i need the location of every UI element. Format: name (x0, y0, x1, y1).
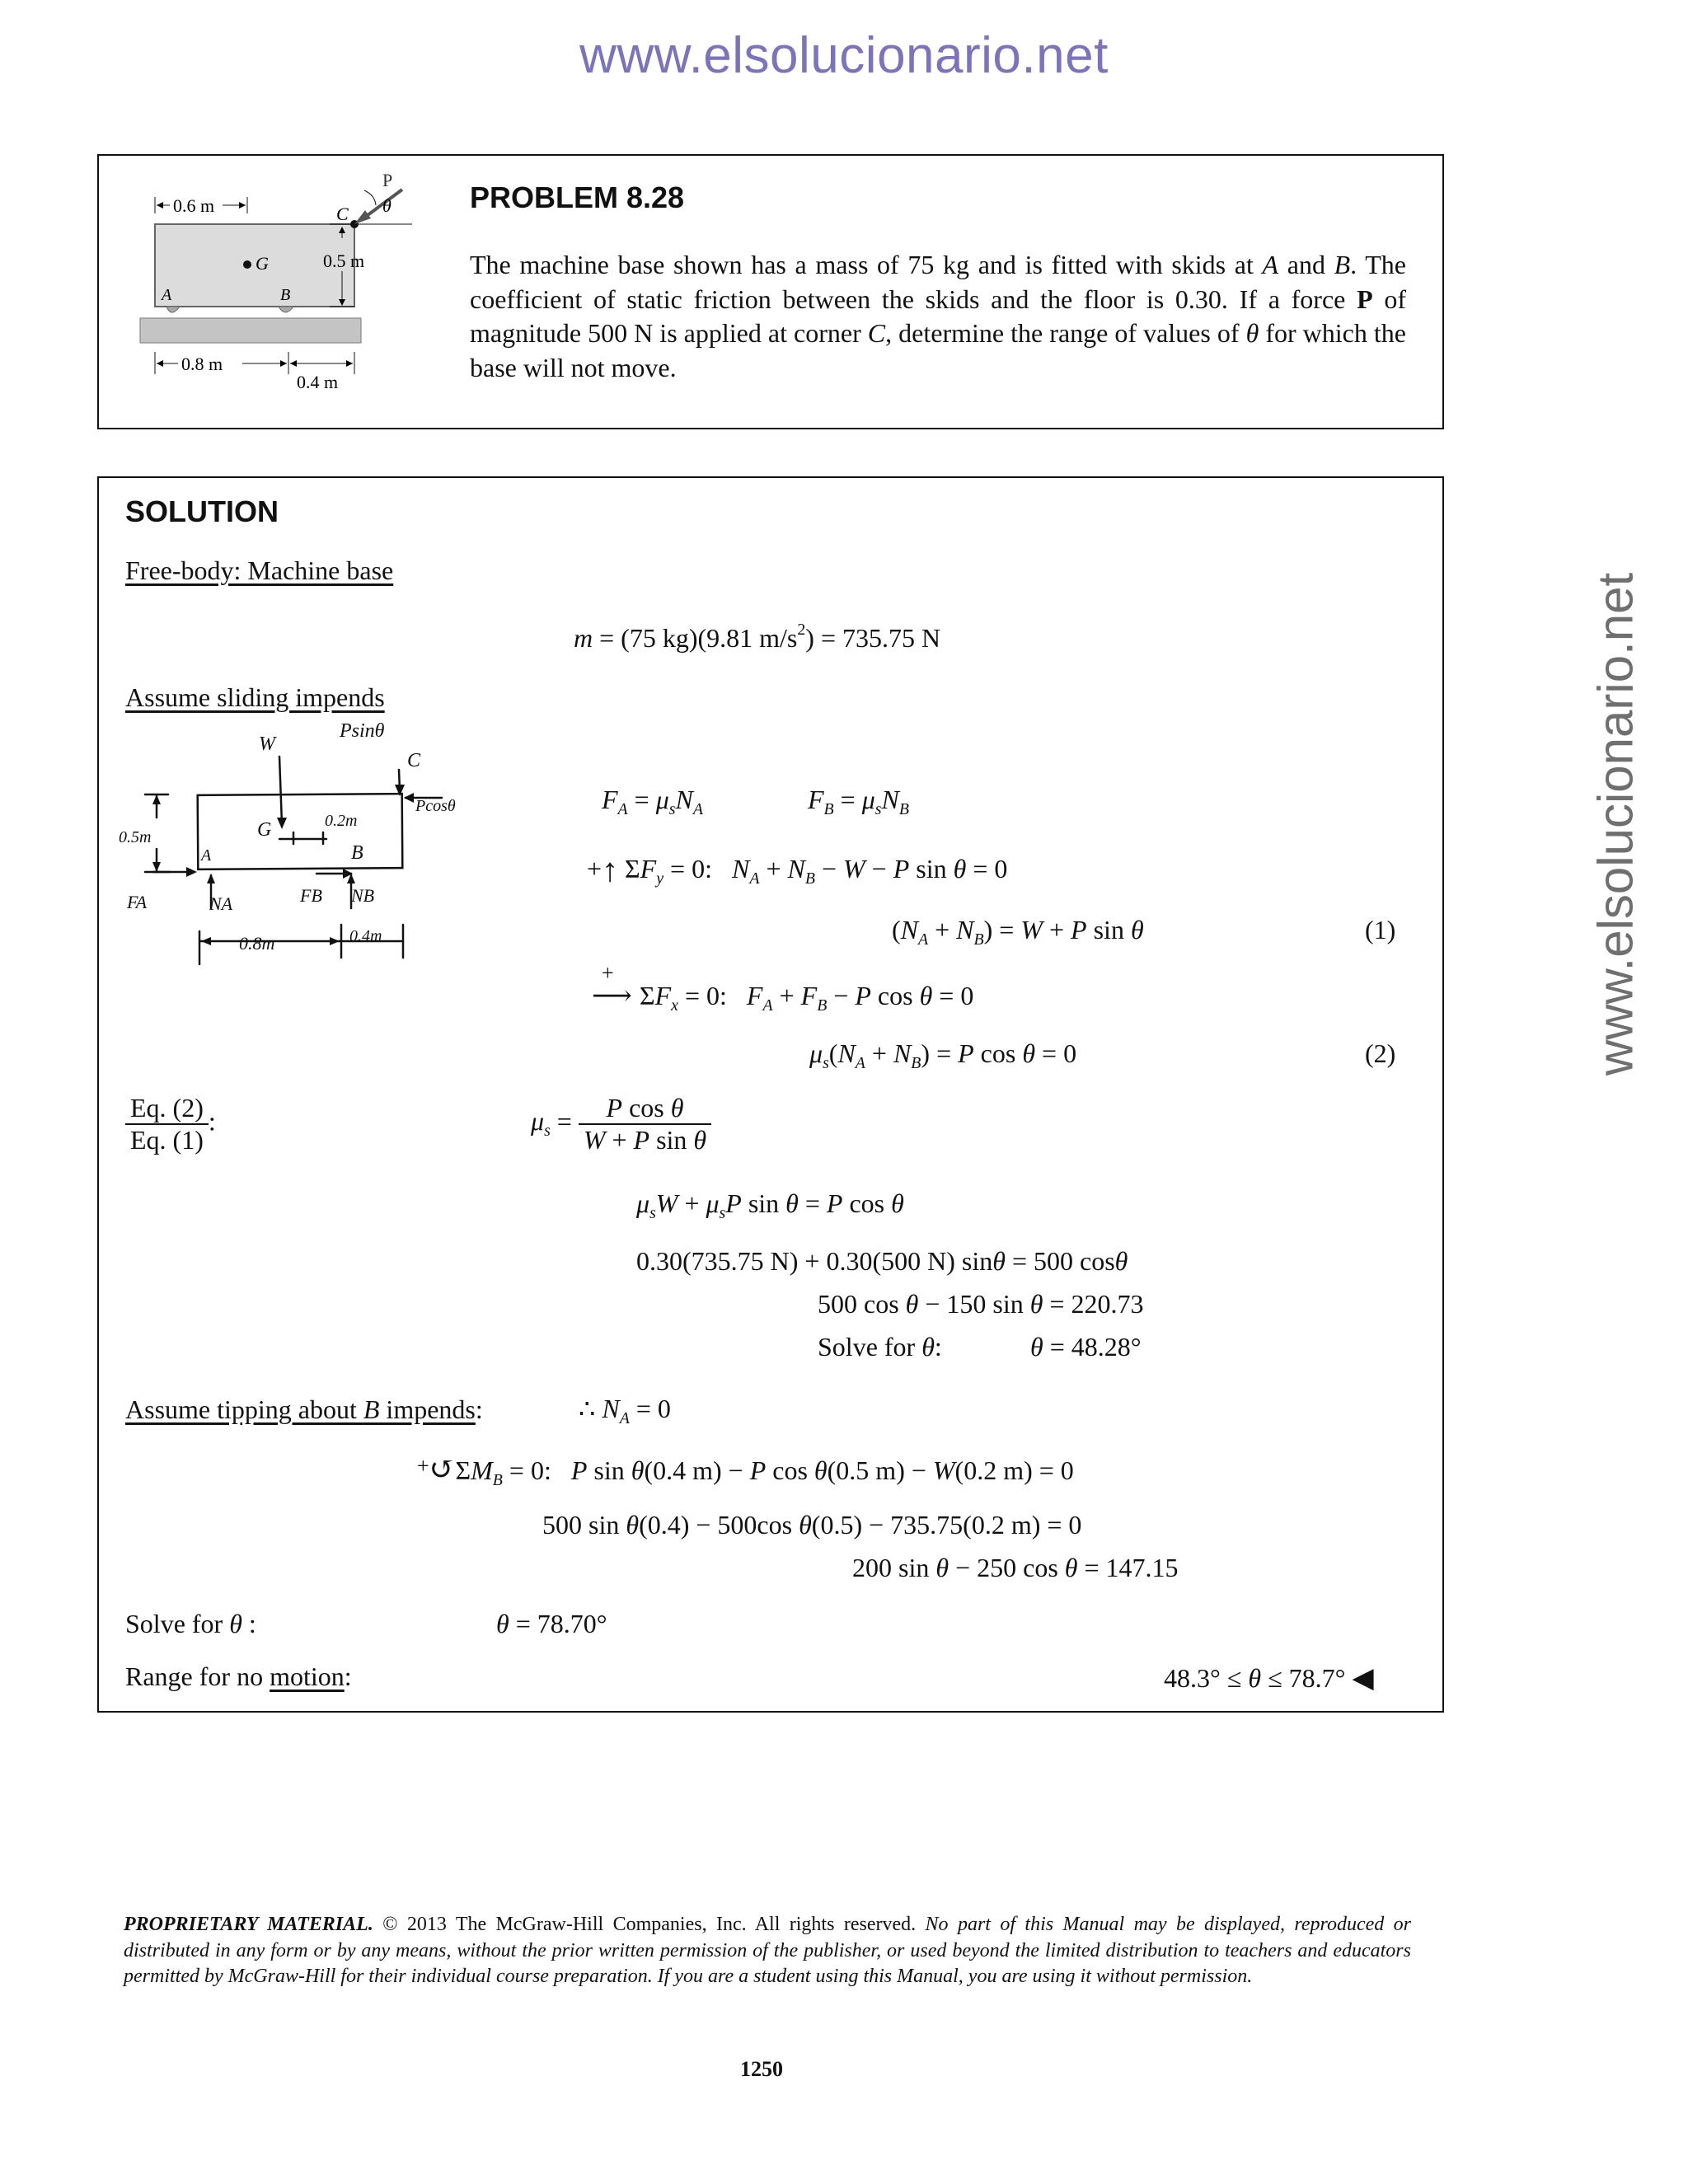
label-theta: θ (382, 195, 392, 216)
fbd-label-nb: NB (351, 885, 375, 906)
label-g: G (256, 253, 269, 274)
eq-2-number: (2) (1365, 1038, 1396, 1068)
dim-05: 0.5 m (323, 251, 365, 271)
theta-value-1: θ = 48.28° (1030, 1332, 1142, 1361)
eq-moment: $^+↺\Sigma M_B = 0$: P sin θ(0.4 m) − P cos θ(0.5 m) − W(0.2 m) = 0 (417, 1452, 1074, 1489)
fbd-label-fb: FB (300, 885, 322, 906)
range-label: Range for no motion: (125, 1661, 352, 1691)
free-body-label: Free-body: Machine base (125, 555, 394, 585)
eq-2: $\mu_s(N_A + N_B) = P$ cos θ = 0 (809, 1038, 1077, 1072)
eq-sum-fx: + ⟶ $\Sigma F_x = 0$: $F_A + F_B - P$ cos θ = 0 (592, 961, 974, 1015)
fbd-label-c: C (407, 750, 421, 771)
fbd-label-04: 0.4m (349, 927, 382, 945)
label-b: B (280, 286, 291, 304)
problem-box (97, 154, 1444, 429)
watermark-top: www.elsolucionario.net (579, 27, 1109, 84)
fbd-label-pcos: Pcosθ (415, 797, 456, 815)
problem-statement: The machine base shown has a mass of 75 kg and is fitted with skids at A and B. The coefficient of static friction between the skids and the floor is 0.30. If a force P of magnitude 500 N is applied at corner C, determine the range of values of θ for which the base will not move. (470, 250, 1407, 382)
eq-friction-a: $F_A = \mu_sN_A$ (602, 785, 703, 818)
fbd-label-fa: FA (127, 892, 148, 912)
skid-a (166, 307, 180, 312)
fbd-label-08: 0.8m (239, 933, 275, 954)
fbd-label-w: W (259, 733, 275, 755)
theta-value-2: θ = 78.70° (496, 1609, 607, 1638)
free-body-diagram (119, 719, 506, 974)
eq-mu-w: $\mu_sW + \mu_sP$ sin θ = P cos θ (636, 1188, 904, 1222)
eq-sum-fy: +↑ $\Sigma F_y = 0$: $N_A + N_B - W - P$ sin θ = 0 (587, 851, 1008, 888)
center-of-gravity (243, 260, 251, 269)
problem-title: PROBLEM 8.28 (470, 180, 685, 214)
eq-moment-simplified: 200 sin θ − 250 cos θ = 147.15 (852, 1553, 1179, 1582)
label-a: A (162, 286, 172, 304)
eq-1: $(N_A + N_B) = W + P$ sin θ (892, 915, 1144, 949)
solution-box (97, 476, 1444, 1713)
solve-theta-1: Solve for θ: (818, 1332, 942, 1361)
assume-sliding-label: Assume sliding impends (125, 682, 385, 712)
eq-numeric-1: 0.30(735.75 N) + 0.30(500 N) sinθ = 500 cosθ (636, 1246, 1128, 1276)
page-number: 1250 (740, 2057, 783, 2081)
floor (140, 318, 361, 343)
eq-friction-b: $F_B = \mu_sN_B$ (808, 785, 909, 818)
fbd-label-02: 0.2m (325, 812, 358, 830)
fbd-label-psin: Psinθ (340, 720, 385, 742)
skid-b (279, 307, 293, 312)
copyright-footer: PROPRIETARY MATERIAL. © 2013 The McGraw-Hill Companies, Inc. All rights reserved. No part of this Manual may be displayed, reproduced or distributed in any form or by any means, without the prior written permission of the publisher, or used beyond the limited distribution to teachers and educators permitted by McGraw-Hill for their individual course preparation. If you are a student using this Manual, you are using it without permission. (124, 1914, 1411, 1988)
eq-moment-numeric: 500 sin θ(0.4) − 500cos θ(0.5) − 735.75(0.2 m) = 0 (542, 1510, 1082, 1540)
eq-ratio-label: $\frac{Eq. (2)}{Eq. (1)}$ : (125, 1093, 216, 1155)
problem-figure (132, 170, 393, 411)
eq-1-number: (1) (1365, 915, 1396, 944)
solve-theta-2: Solve for θ : (125, 1609, 256, 1638)
dim-04: 0.4 m (297, 372, 339, 392)
range-answer: 48.3° ≤ θ ≤ 78.7° ◀ (1164, 1663, 1374, 1694)
watermark-side: www.elsolucionario.net (1587, 572, 1643, 1076)
fbd-label-b: B (351, 842, 363, 864)
assume-tipping-label: Assume tipping about B impends: (125, 1394, 483, 1424)
fbd-label-a: A (201, 846, 212, 865)
answer-marker-icon: ◀ (1352, 1663, 1374, 1694)
tipping-na: ∴ $N_A = 0$ (579, 1394, 671, 1427)
dim-06: 0.6 m (173, 195, 215, 216)
label-c: C (336, 204, 349, 224)
mass-equation: m = (75 kg)(9.81 $m/s^2) = 735.75$ N (574, 621, 941, 653)
dim-08: 0.8 m (181, 354, 223, 374)
fbd-label-g: G (257, 819, 272, 841)
eq-numeric-2: 500 cos θ − 150 sin θ = 220.73 (818, 1289, 1144, 1319)
fbd-label-na: NA (209, 893, 233, 914)
fbd-label-05: 0.5m (119, 828, 152, 846)
solution-heading: SOLUTION (125, 494, 279, 528)
label-p: P (382, 170, 393, 190)
eq-mu-fraction: $\mu_s$ = $\frac{\text{P cos θ}}{\text{W + P sin θ}}$ (531, 1093, 711, 1155)
